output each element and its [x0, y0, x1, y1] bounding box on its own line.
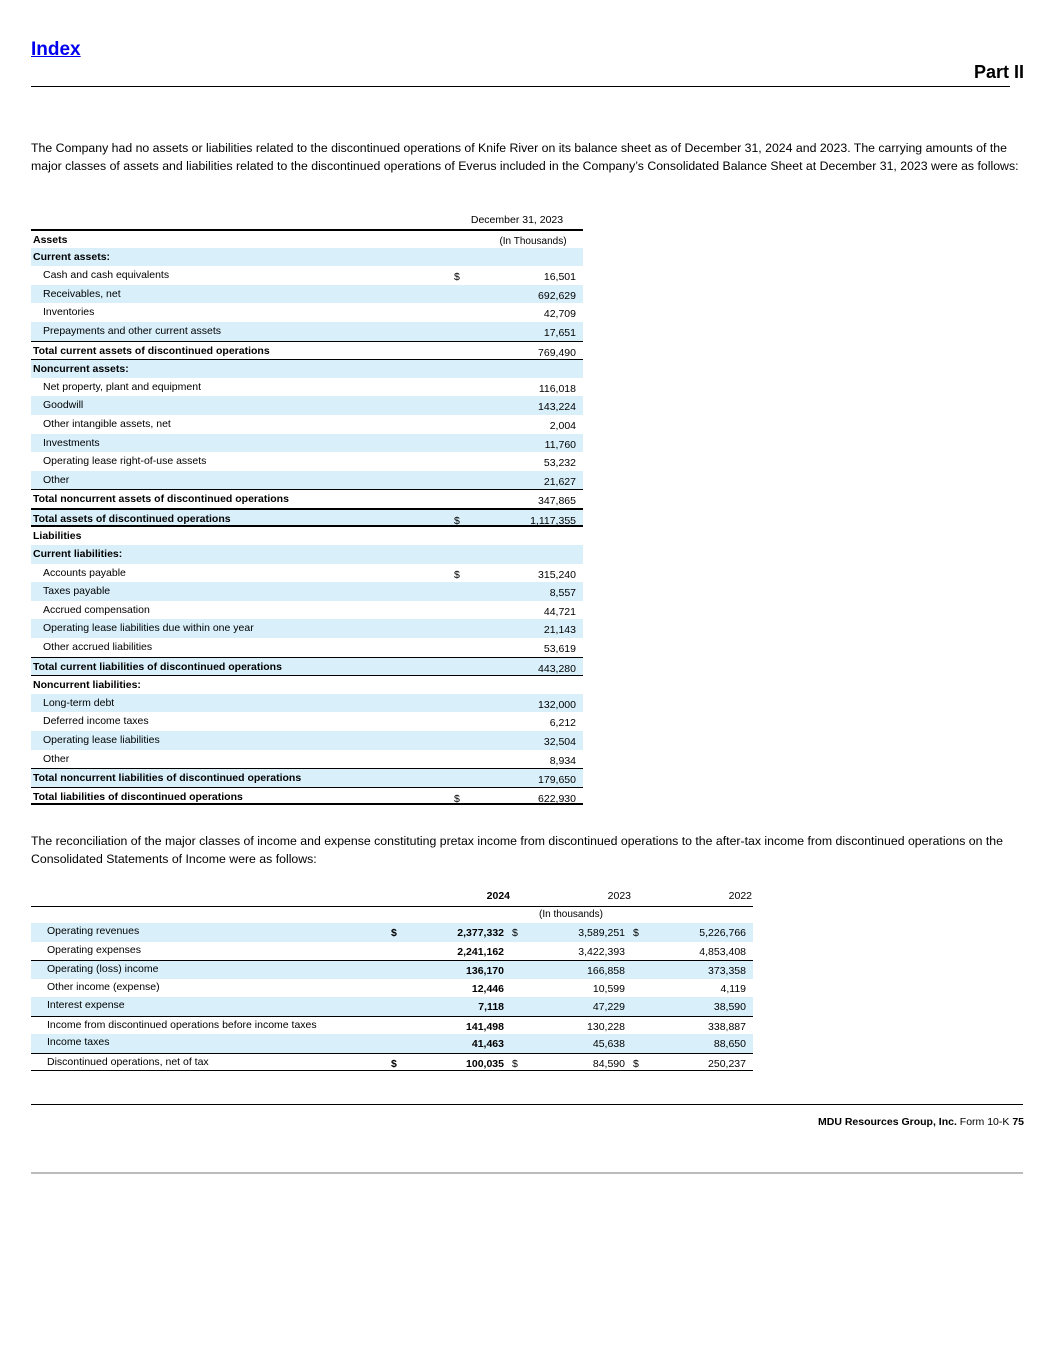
row-value: 44,721 [543, 605, 576, 618]
row-label: Income taxes [47, 1036, 110, 1048]
row-label: Discontinued operations, net of tax [47, 1055, 209, 1068]
value-2022: 4,853,408 [699, 945, 746, 958]
page-footer [818, 1116, 1024, 1128]
table-row [31, 378, 583, 397]
row-label: Net property, plant and equipment [43, 380, 201, 393]
row-label: Other income (expense) [47, 980, 160, 993]
row-value: 132,000 [538, 698, 576, 711]
value-2023: 166,858 [587, 965, 625, 977]
row-label: Investments [43, 436, 100, 449]
table-row [31, 434, 583, 453]
table-row [31, 712, 583, 731]
table-row [31, 979, 753, 998]
table-row [31, 471, 583, 490]
table-row [31, 1053, 753, 1072]
row-value: 622,930 [538, 792, 576, 805]
row-value: 21,143 [543, 624, 576, 637]
value-2024: 136,170 [466, 965, 504, 977]
row-value: 11,760 [544, 438, 576, 451]
table-row [31, 694, 583, 713]
row-label: Income from discontinued operations before income taxes [47, 1018, 317, 1031]
value-2023: 3,422,393 [578, 945, 625, 958]
dollar-sign: $ [454, 568, 460, 581]
row-label: Interest expense [47, 999, 125, 1011]
table-row [31, 750, 583, 769]
year-2022: 2022 [728, 890, 752, 902]
row-label: Total noncurrent assets of discontinued operations [33, 493, 289, 506]
row-label: Current liabilities: [33, 548, 123, 561]
value-2022: 38,590 [713, 1001, 746, 1013]
row-value: 2,004 [549, 419, 576, 432]
table-row [31, 266, 583, 285]
row-value: 116,018 [538, 382, 576, 395]
row-label: Operating revenues [47, 925, 140, 937]
row-label: Receivables, net [43, 287, 121, 300]
value-2023: 3,589,251 [578, 927, 625, 939]
dollar-sign-2022: $ [633, 927, 639, 939]
table-row [31, 675, 583, 694]
row-value: 53,232 [543, 457, 576, 470]
table-row [31, 960, 753, 979]
row-value: 16,501 [543, 271, 576, 284]
table-row [31, 415, 583, 434]
footer-divider [31, 1104, 1023, 1105]
value-2022: 373,358 [708, 965, 746, 977]
row-label: Total liabilities of discontinued operations [33, 790, 243, 803]
row-value: 769,490 [538, 346, 576, 359]
dollar-sign: $ [454, 792, 460, 805]
table-row [31, 601, 583, 620]
table2-body [31, 923, 753, 1071]
value-2022: 5,226,766 [699, 927, 746, 939]
value-2024: 41,463 [471, 1038, 504, 1050]
table-row [31, 564, 583, 583]
row-label: Other [43, 752, 70, 765]
table-row [31, 229, 583, 248]
row-value: 8,557 [549, 587, 576, 600]
row-value: 1,117,355 [530, 514, 576, 527]
dollar-sign-2022: $ [633, 1057, 639, 1070]
row-value: 692,629 [538, 289, 576, 302]
row-label: Prepayments and other current assets [43, 324, 222, 337]
row-label: Operating lease right-of-use assets [43, 455, 207, 468]
value-2022: 88,650 [713, 1038, 746, 1050]
value-2022: 4,119 [720, 982, 746, 995]
table-row [31, 303, 583, 322]
table-row [31, 322, 583, 341]
row-label: Total current liabilities of discontinued operations [33, 660, 282, 673]
value-2023: 84,590 [592, 1057, 625, 1070]
table-row [31, 1016, 753, 1035]
row-label: Total noncurrent liabilities of discontinued operations [33, 772, 302, 785]
table1-unit-header: (In Thousands) [499, 236, 567, 247]
reconciliation-paragraph: The reconciliation of the major classes of income and expense constituting pretax income from discontinued operations to the after-tax income from discontinued operations on the Consolidated Statements of Income were as follows: [31, 834, 1003, 866]
table-row [31, 527, 583, 546]
table2-unit-label: (In thousands) [539, 909, 603, 920]
value-2024: 100,035 [466, 1057, 504, 1070]
dollar-sign-2024: $ [391, 927, 397, 939]
dollar-sign: $ [454, 514, 460, 527]
table-row [31, 657, 583, 676]
row-label: Other intangible assets, net [43, 417, 171, 430]
table-row [31, 923, 753, 942]
table-row [31, 731, 583, 750]
row-label: Operating expenses [47, 943, 141, 956]
table-row [31, 489, 583, 508]
table-row [31, 942, 753, 961]
row-label: Cash and cash equivalents [43, 269, 170, 282]
row-label: Noncurrent liabilities: [33, 679, 141, 692]
row-label: Long-term debt [43, 696, 115, 709]
table-row [31, 1034, 753, 1053]
dollar-sign: $ [454, 271, 460, 284]
year-2023: 2023 [607, 890, 631, 902]
row-label: Assets [33, 234, 68, 246]
table-row [31, 638, 583, 657]
intro-paragraph: The Company had no assets or liabilities related to the discontinued operations of Knife River on its balance sheet as of December 31, 2024 and 2023. The carrying amounts of the major classes of assets and liabilities related to the discontinued operations of Everus included in the Company’s Consolidated Balance Sheet at December 31, 2023 were as follows: [31, 141, 1019, 173]
value-2024: 7,118 [478, 1001, 504, 1013]
value-2024: 12,446 [471, 982, 504, 995]
table2-unit-header [31, 907, 753, 923]
row-label: Accounts payable [43, 566, 126, 579]
row-value: 17,651 [543, 326, 576, 339]
table2-year-header [31, 888, 753, 907]
row-value: 179,650 [538, 774, 576, 787]
row-label: Current assets: [33, 250, 111, 263]
row-label: Taxes payable [43, 585, 111, 598]
table-row [31, 359, 583, 378]
value-2023: 45,638 [592, 1038, 625, 1050]
footer-page-number: 75 [1012, 1116, 1024, 1128]
table-row [31, 508, 583, 527]
table-row [31, 997, 753, 1016]
row-value: 32,504 [543, 736, 576, 749]
row-label: Inventories [43, 306, 95, 319]
header-divider [31, 86, 1010, 87]
bottom-divider [31, 1172, 1023, 1174]
row-value: 6,212 [549, 717, 576, 730]
row-value: 53,619 [543, 643, 576, 656]
row-label: Total assets of discontinued operations [33, 512, 231, 525]
table-row [31, 248, 583, 267]
index-link[interactable]: Index [31, 39, 81, 60]
value-2024: 2,241,162 [457, 945, 504, 958]
discontinued-balance-table [31, 229, 583, 805]
row-label: Operating lease liabilities due within one year [43, 622, 254, 635]
row-value: 42,709 [543, 308, 576, 321]
row-value: 21,627 [543, 475, 576, 488]
value-2022: 250,237 [708, 1057, 746, 1070]
row-label: Liabilities [33, 529, 82, 542]
row-label: Other accrued liabilities [43, 641, 153, 654]
value-2022: 338,887 [708, 1020, 746, 1033]
row-label: Deferred income taxes [43, 715, 149, 728]
value-2024: 141,498 [466, 1020, 504, 1033]
table-row [31, 787, 583, 806]
year-2024: 2024 [486, 890, 510, 902]
value-2024: 2,377,332 [457, 927, 504, 939]
row-value: 143,224 [538, 401, 576, 414]
dollar-sign-2023: $ [512, 1057, 518, 1070]
row-value: 443,280 [538, 662, 576, 675]
value-2023: 47,229 [592, 1001, 625, 1013]
table-row [31, 768, 583, 787]
value-2023: 130,228 [587, 1020, 625, 1033]
row-value: 347,865 [538, 495, 576, 508]
table-row [31, 396, 583, 415]
row-label: Operating lease liabilities [43, 734, 160, 747]
footer-form: Form 10-K [959, 1116, 1010, 1128]
table1-date-header: December 31, 2023 [470, 214, 564, 226]
dollar-sign-2023: $ [512, 927, 518, 939]
row-label: Goodwill [43, 399, 84, 412]
row-label: Noncurrent assets: [33, 363, 129, 376]
footer-company: MDU Resources Group, Inc. [818, 1116, 957, 1128]
row-value: 315,240 [538, 568, 576, 581]
row-label: Operating (loss) income [47, 963, 159, 975]
value-2023: 10,599 [592, 982, 625, 995]
table-row [31, 341, 583, 360]
discontinued-income-table [31, 888, 753, 1071]
dollar-sign-2024: $ [391, 1057, 397, 1070]
table-row [31, 452, 583, 471]
row-value: 8,934 [549, 754, 576, 767]
row-label: Other [43, 473, 70, 486]
row-label: Total current assets of discontinued operations [33, 344, 270, 357]
row-label: Accrued compensation [43, 603, 150, 616]
table-row [31, 619, 583, 638]
part-label: Part II [973, 62, 1024, 82]
table-row [31, 285, 583, 304]
table-row [31, 582, 583, 601]
table-row [31, 545, 583, 564]
